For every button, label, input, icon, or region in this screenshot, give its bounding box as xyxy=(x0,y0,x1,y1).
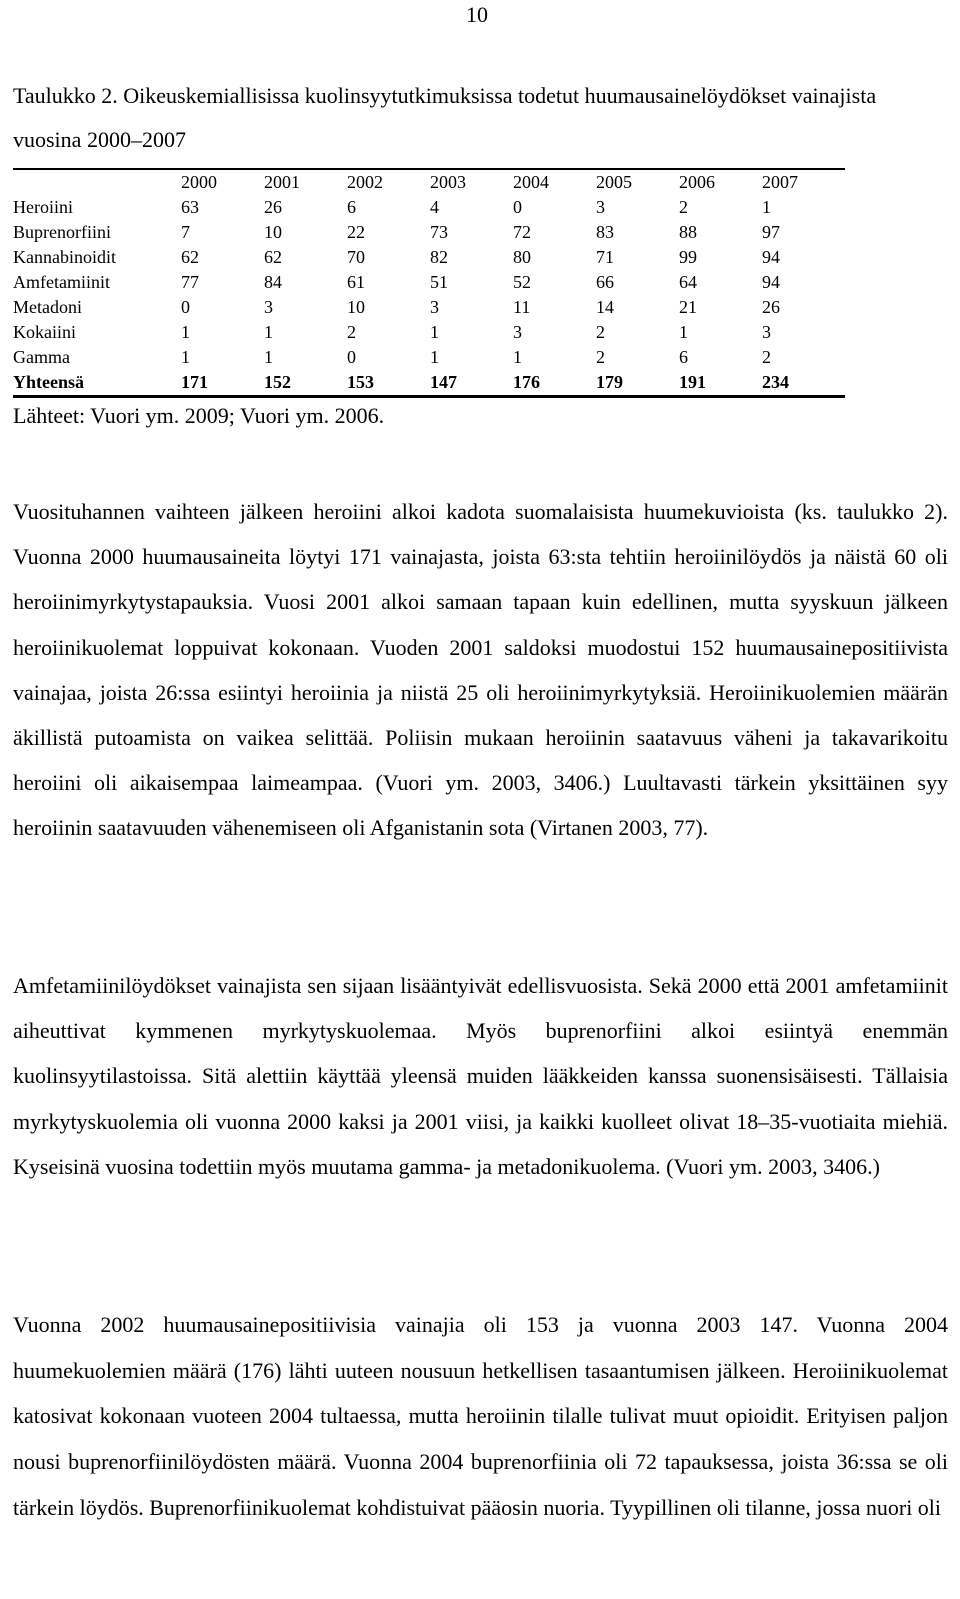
year-header: 2002 xyxy=(347,172,383,192)
table-caption: Taulukko 2. Oikeuskemiallisissa kuolinsyytutkimuksissa todetut huumausainelöydökset vainajista vuosina 2000–2007 xyxy=(13,83,877,152)
drug-findings-table xyxy=(13,168,845,398)
year-header: 2001 xyxy=(264,172,300,192)
year-header: 2003 xyxy=(430,172,466,192)
table-cell: 26 xyxy=(762,297,780,317)
row-label: Metadoni xyxy=(13,297,82,317)
table-cell: 94 xyxy=(762,247,780,267)
table-cell: 1 xyxy=(430,322,439,342)
body-paragraph: Vuosituhannen vaihteen jälkeen heroiini alkoi kadota suomalaisista huumekuvioista (ks. taulukko 2). Vuonna 2000 huumausaineita löytyi 171 vainajasta, joista 63:sta tehtiin heroiinilöydös ja näistä 60 oli heroiinimyrkytystapauksia. Vuosi 2001 alkoi samaan tapaan kuin edellinen, mutta syyskuun jälkeen heroiinikuolemat loppuivat kokonaan. Vuoden 2001 saldoksi muodostui 152 huumausainepositiivista vainajaa, joista 26:ssa esiintyi heroiinia ja niistä 25 oli heroiinimyrkytyksiä. Heroiinikuolemien määrän äkillistä putoamista on vaikea selittää. Poliisin mukaan heroiinin saatavuus väheni ja takavarikoitu heroiini oli aikaisempaa laimeampaa. (Vuori ym. 2003, 3406.) Luultavasti tärkein yksittäinen syy heroiinin saatavuuden vähenemiseen oli Afganistanin sota (Virtanen 2003, 77). xyxy=(13,499,948,841)
total-cell: 179 xyxy=(596,372,623,392)
total-cell: 234 xyxy=(762,372,789,392)
table-cell: 83 xyxy=(596,222,614,242)
year-header: 2006 xyxy=(679,172,715,192)
table-cell: 0 xyxy=(347,347,356,367)
table-cell: 80 xyxy=(513,247,531,267)
table-cell: 4 xyxy=(430,197,439,217)
table-cell: 2 xyxy=(596,322,605,342)
year-header: 2000 xyxy=(181,172,217,192)
table-cell: 99 xyxy=(679,247,697,267)
table-cell: 1 xyxy=(181,322,190,342)
table-cell: 72 xyxy=(513,222,531,242)
year-header: 2007 xyxy=(762,172,798,192)
table-cell: 6 xyxy=(679,347,688,367)
table-cell: 2 xyxy=(679,197,688,217)
table-cell: 94 xyxy=(762,272,780,292)
page-number: 10 xyxy=(466,2,488,27)
year-header: 2004 xyxy=(513,172,549,192)
table-cell: 3 xyxy=(762,322,771,342)
table-row xyxy=(13,270,845,295)
table-row xyxy=(13,245,845,270)
row-label: Kokaiini xyxy=(13,322,76,342)
table-cell: 51 xyxy=(430,272,448,292)
table-cell: 2 xyxy=(762,347,771,367)
table-cell: 14 xyxy=(596,297,614,317)
table-cell: 1 xyxy=(181,347,190,367)
header-empty-cell xyxy=(13,169,181,195)
table-cell: 1 xyxy=(679,322,688,342)
total-cell: 152 xyxy=(264,372,291,392)
table-cell: 11 xyxy=(513,297,531,317)
row-label: Heroiini xyxy=(13,197,73,217)
table-cell: 2 xyxy=(347,322,356,342)
total-cell: 191 xyxy=(679,372,706,392)
year-header: 2005 xyxy=(596,172,632,192)
table-row xyxy=(13,195,845,220)
body-paragraph: Vuonna 2002 huumausainepositiivisia vainajia oli 153 ja vuonna 2003 147. Vuonna 2004 huumekuolemien määrä (176) lähti uuteen nousuun hetkellisen tasaantumisen jälkeen. Heroiinikuolemat katosivat kokonaan vuoteen 2004 tultaessa, mutta heroiinin tilalle tulivat muut opioidit. Erityisen paljon nousi buprenorfiinilöydösten määrä. Vuonna 2004 buprenorfiinia oli 72 tapauksessa, joista 36:ssa se oli tärkein löydös. Buprenorfiinikuolemat kohdistuivat pääosin nuoria. Tyypillinen oli tilanne, jossa nuori oli xyxy=(13,1312,948,1520)
table-cell: 0 xyxy=(181,297,190,317)
source-note: Lähteet: Vuori ym. 2009; Vuori ym. 2006. xyxy=(13,403,385,428)
table-row xyxy=(13,345,845,370)
table-cell: 82 xyxy=(430,247,448,267)
table-row xyxy=(13,295,845,320)
table-cell: 84 xyxy=(264,272,282,292)
body-paragraph: Amfetamiinilöydökset vainajista sen sijaan lisääntyivät edellisvuosista. Sekä 2000 että 2001 amfetamiinit aiheuttivat kymmenen myrkytyskuolemaa. Myös buprenorfiini alkoi esiintyä enemmän kuolinsyytilastoissa. Sitä alettiin käyttää yleensä muiden lääkkeiden kanssa suonensisäisesti. Tällaisia myrkytyskuolemia oli vuonna 2000 kaksi ja 2001 viisi, ja kaikki kuolleet olivat 18–35-vuotiaita miehiä. Kyseisinä vuosina todettiin myös muutama gamma- ja metadonikuolema. (Vuori ym. 2003, 3406.) xyxy=(13,973,948,1179)
total-cell: 153 xyxy=(347,372,374,392)
row-label: Amfetamiinit xyxy=(13,272,110,292)
table-cell: 7 xyxy=(181,222,190,242)
row-label: Gamma xyxy=(13,347,70,367)
table-cell: 88 xyxy=(679,222,697,242)
table-cell: 64 xyxy=(679,272,697,292)
table-cell: 6 xyxy=(347,197,356,217)
table-cell: 3 xyxy=(513,322,522,342)
table-row xyxy=(13,220,845,245)
table-cell: 2 xyxy=(596,347,605,367)
table-cell: 10 xyxy=(347,297,365,317)
table-cell: 22 xyxy=(347,222,365,242)
table-cell: 66 xyxy=(596,272,614,292)
table-header-row xyxy=(13,169,845,195)
table-cell: 3 xyxy=(264,297,273,317)
table-cell: 3 xyxy=(596,197,605,217)
table-cell: 0 xyxy=(513,197,522,217)
table-cell: 10 xyxy=(264,222,282,242)
table-cell: 70 xyxy=(347,247,365,267)
table-cell: 1 xyxy=(264,347,273,367)
table-cell: 1 xyxy=(513,347,522,367)
table-cell: 62 xyxy=(264,247,282,267)
table-cell: 62 xyxy=(181,247,199,267)
total-cell: 176 xyxy=(513,372,540,392)
table-cell: 1 xyxy=(430,347,439,367)
total-cell: 147 xyxy=(430,372,457,392)
table-cell: 61 xyxy=(347,272,365,292)
row-label: Buprenorfiini xyxy=(13,222,111,242)
table-cell: 1 xyxy=(762,197,771,217)
table-cell: 3 xyxy=(430,297,439,317)
total-cell: 171 xyxy=(181,372,208,392)
table-row xyxy=(13,320,845,345)
table-cell: 77 xyxy=(181,272,199,292)
table-cell: 63 xyxy=(181,197,199,217)
row-label: Kannabinoidit xyxy=(13,247,116,267)
table-cell: 73 xyxy=(430,222,448,242)
total-label: Yhteensä xyxy=(13,372,84,392)
table-total-row xyxy=(13,370,845,397)
table-cell: 97 xyxy=(762,222,780,242)
table-cell: 26 xyxy=(264,197,282,217)
table-cell: 21 xyxy=(679,297,697,317)
table-cell: 52 xyxy=(513,272,531,292)
table-cell: 1 xyxy=(264,322,273,342)
table-cell: 71 xyxy=(596,247,614,267)
